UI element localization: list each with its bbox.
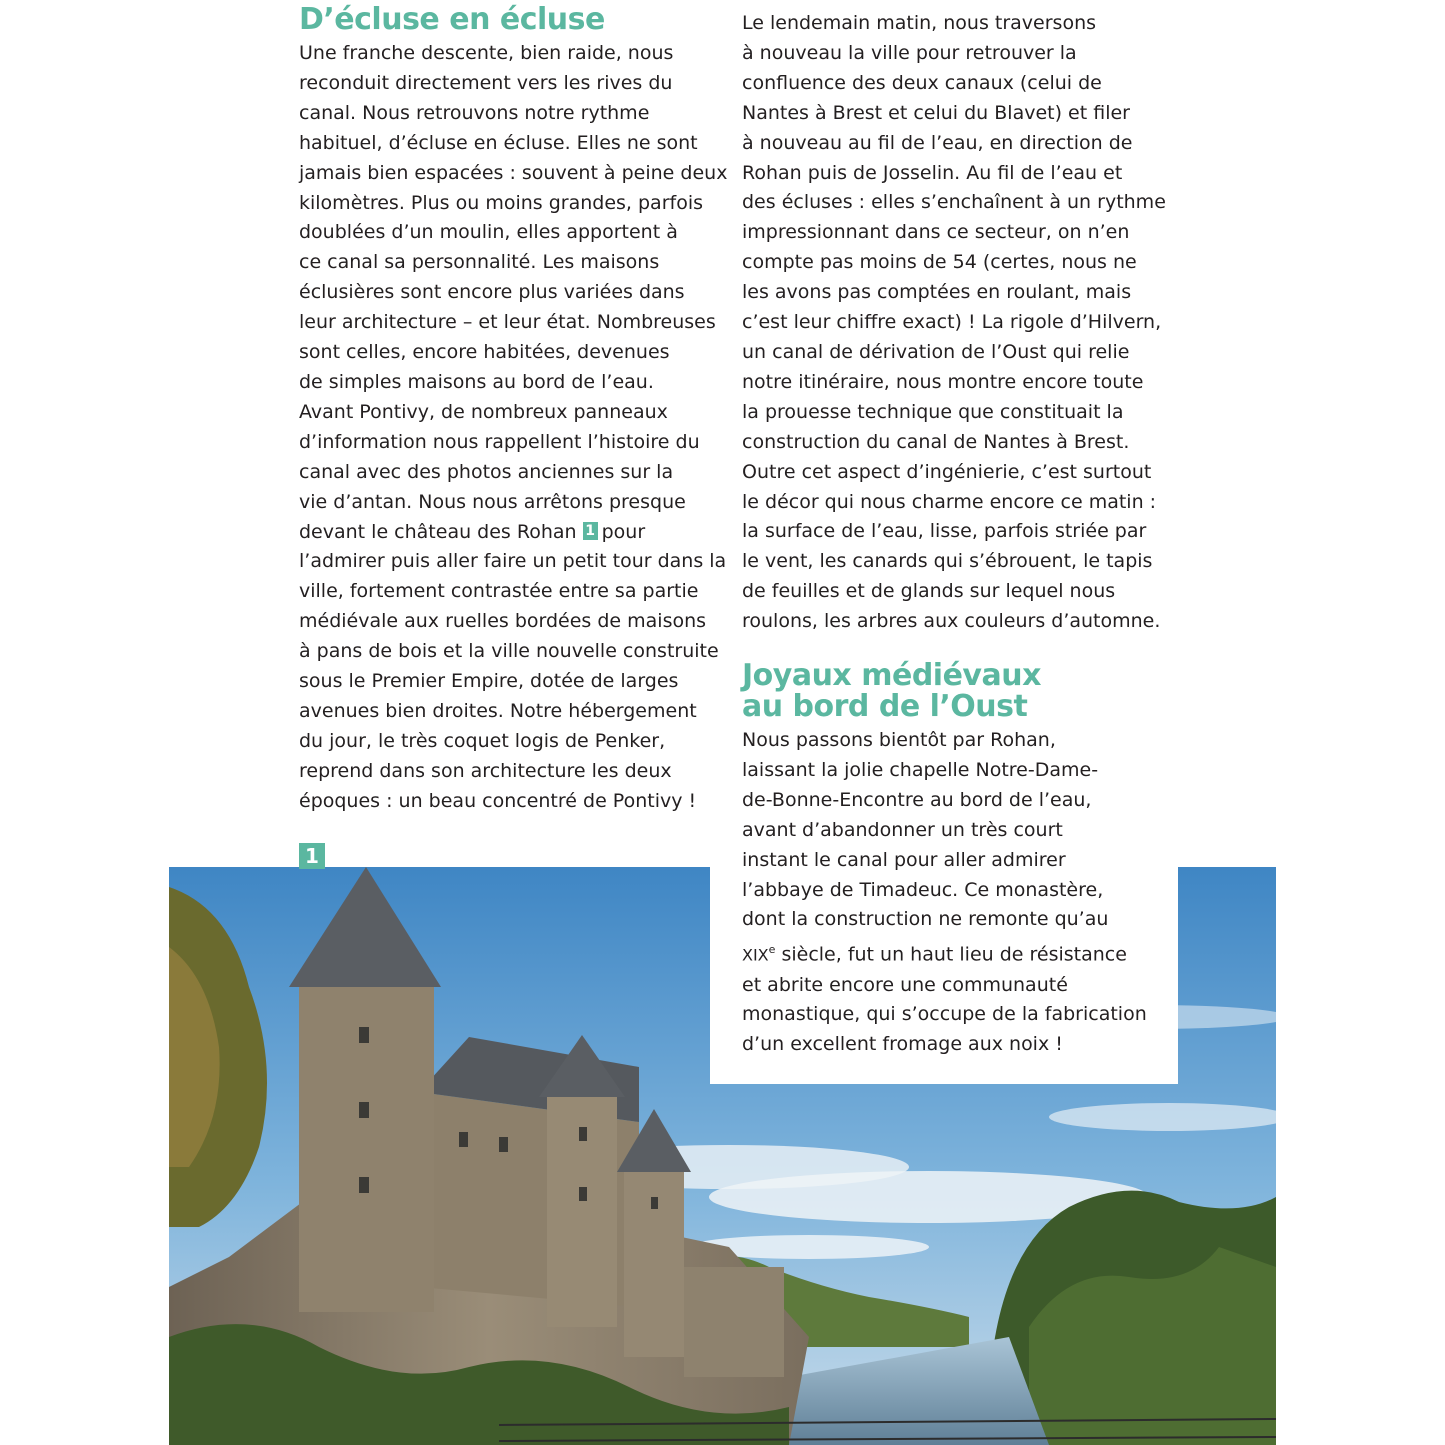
right-column-lower — [742, 726, 1147, 1060]
text-line: laissant la jolie chapelle Notre-Dame- — [742, 758, 1099, 781]
text-line: Avant Pontivy, de nombreux panneaux — [299, 400, 668, 423]
text-line: Nantes à Brest et celui du Blavet) et filer — [742, 101, 1130, 124]
text-line: instant le canal pour aller admirer — [742, 848, 1066, 871]
text-line: à pans de bois et la ville nouvelle construite — [299, 640, 719, 663]
century-roman: XIX — [742, 945, 769, 965]
text-line: un canal de dérivation de l’Oust qui relie — [742, 340, 1130, 363]
text-line: de simples maisons au bord de l’eau. — [299, 370, 654, 393]
text-line: roulons, les arbres aux couleurs d’automne. — [742, 610, 1161, 633]
text-line: d’information nous rappellent l’histoire du — [299, 430, 700, 453]
text-line: confluence des deux canaux (celui de — [742, 71, 1102, 94]
text-line: ce canal sa personnalité. Les maisons — [299, 251, 660, 274]
text-line: vie d’antan. Nous nous arrêtons presque — [299, 490, 686, 513]
text-line: éclusières sont encore plus variées dans — [299, 281, 685, 304]
text-line: et abrite encore une communauté — [742, 973, 1068, 996]
text-line: c’est leur chiffre exact) ! La rigole d’Hilvern, — [742, 311, 1162, 334]
text-line: d’un excellent fromage aux noix ! — [742, 1033, 1063, 1056]
text-line: avenues bien droites. Notre hébergement — [299, 699, 697, 722]
century-rest: siècle, fut un haut lieu de résistance — [775, 943, 1127, 966]
text-line: compte pas moins de 54 (certes, nous ne — [742, 251, 1137, 274]
paragraph-ecluse — [299, 39, 727, 518]
heading-line-2: au bord de l’Oust — [742, 689, 1028, 724]
text-line: Rohan puis de Josselin. Au fil de l’eau et — [742, 161, 1123, 184]
text-line: la surface de l’eau, lisse, parfois striée par — [742, 520, 1147, 543]
text-line: Le lendemain matin, nous traversons — [742, 12, 1097, 34]
text-line: à nouveau la ville pour retrouver la — [742, 41, 1077, 64]
text-line: du jour, le très coquet logis de Penker, — [299, 729, 666, 752]
text-line: avant d’abandonner un très court — [742, 818, 1063, 841]
paragraph-joyaux — [742, 726, 1147, 935]
reference-text-before: devant le château des Rohan — [299, 520, 577, 543]
text-line: jamais bien espacées : souvent à peine deux — [299, 161, 728, 184]
text-line: dont la construction ne remonte qu’au — [742, 908, 1109, 931]
text-line: médiévale aux ruelles bordées de maisons — [299, 610, 707, 633]
text-line: le vent, les canards qui s’ébrouent, le tapis — [742, 550, 1153, 573]
text-line: habituel, d’écluse en écluse. Elles ne sont — [299, 131, 698, 154]
section-heading-ecluse: D’écluse en écluse — [299, 2, 605, 37]
text-line: Une franche descente, bien raide, nous — [299, 42, 674, 64]
text-line: reconduit directement vers les rives du — [299, 71, 673, 94]
photo-number-badge: 1 — [299, 843, 325, 869]
section-heading-joyaux — [742, 660, 1041, 722]
text-line: impressionnant dans ce secteur, on n’en — [742, 221, 1130, 244]
text-line: ville, fortement contrastée entre sa partie — [299, 580, 699, 603]
text-line: l’admirer puis aller faire un petit tour dans la — [299, 550, 727, 573]
left-column — [299, 39, 727, 817]
reference-badge: 1 — [583, 522, 598, 540]
text-line: des écluses : elles s’enchaînent à un rythme — [742, 191, 1166, 214]
paragraph-ecluse-continued — [299, 547, 727, 816]
text-line: monastique, qui s’occupe de la fabrication — [742, 1003, 1147, 1026]
text-line: sont celles, encore habitées, devenues — [299, 341, 670, 364]
text-line: le décor qui nous charme encore ce matin : — [742, 490, 1157, 513]
text-line: de-Bonne-Encontre au bord de l’eau, — [742, 788, 1092, 811]
text-line: les avons pas comptées en roulant, mais — [742, 281, 1132, 304]
paragraph-lendemain — [742, 9, 1166, 637]
text-line: l’abbaye de Timadeuc. Ce monastère, — [742, 878, 1104, 901]
right-column — [742, 9, 1166, 637]
text-line: la prouesse technique que constituait la — [742, 400, 1124, 423]
text-line: époques : un beau concentré de Pontivy ! — [299, 789, 697, 812]
text-line: notre itinéraire, nous montre encore toute — [742, 370, 1144, 393]
text-line: Outre cet aspect d’ingénierie, c’est surtout — [742, 460, 1152, 483]
text-line: à nouveau au fil de l’eau, en direction de — [742, 131, 1133, 154]
reference-line — [299, 518, 727, 548]
century-line — [742, 935, 1147, 970]
text-line: de feuilles et de glands sur lequel nous — [742, 580, 1116, 603]
text-line: construction du canal de Nantes à Brest. — [742, 430, 1130, 453]
paragraph-joyaux-end — [742, 971, 1147, 1061]
century-superscript: e — [768, 943, 776, 957]
reference-text-after: pour — [601, 520, 646, 543]
text-line: doublées d’un moulin, elles apportent à — [299, 221, 678, 244]
text-line: sous le Premier Empire, dotée de larges — [299, 670, 679, 693]
text-line: kilomètres. Plus ou moins grandes, parfois — [299, 191, 704, 214]
text-line: leur architecture – et leur état. Nombreuses — [299, 311, 716, 334]
text-line: reprend dans son architecture les deux — [299, 759, 672, 782]
text-line: canal avec des photos anciennes sur la — [299, 460, 674, 483]
text-line: Nous passons bientôt par Rohan, — [742, 729, 1056, 751]
heading-line-1: Joyaux médiévaux — [742, 658, 1041, 693]
text-line: canal. Nous retrouvons notre rythme — [299, 101, 650, 124]
